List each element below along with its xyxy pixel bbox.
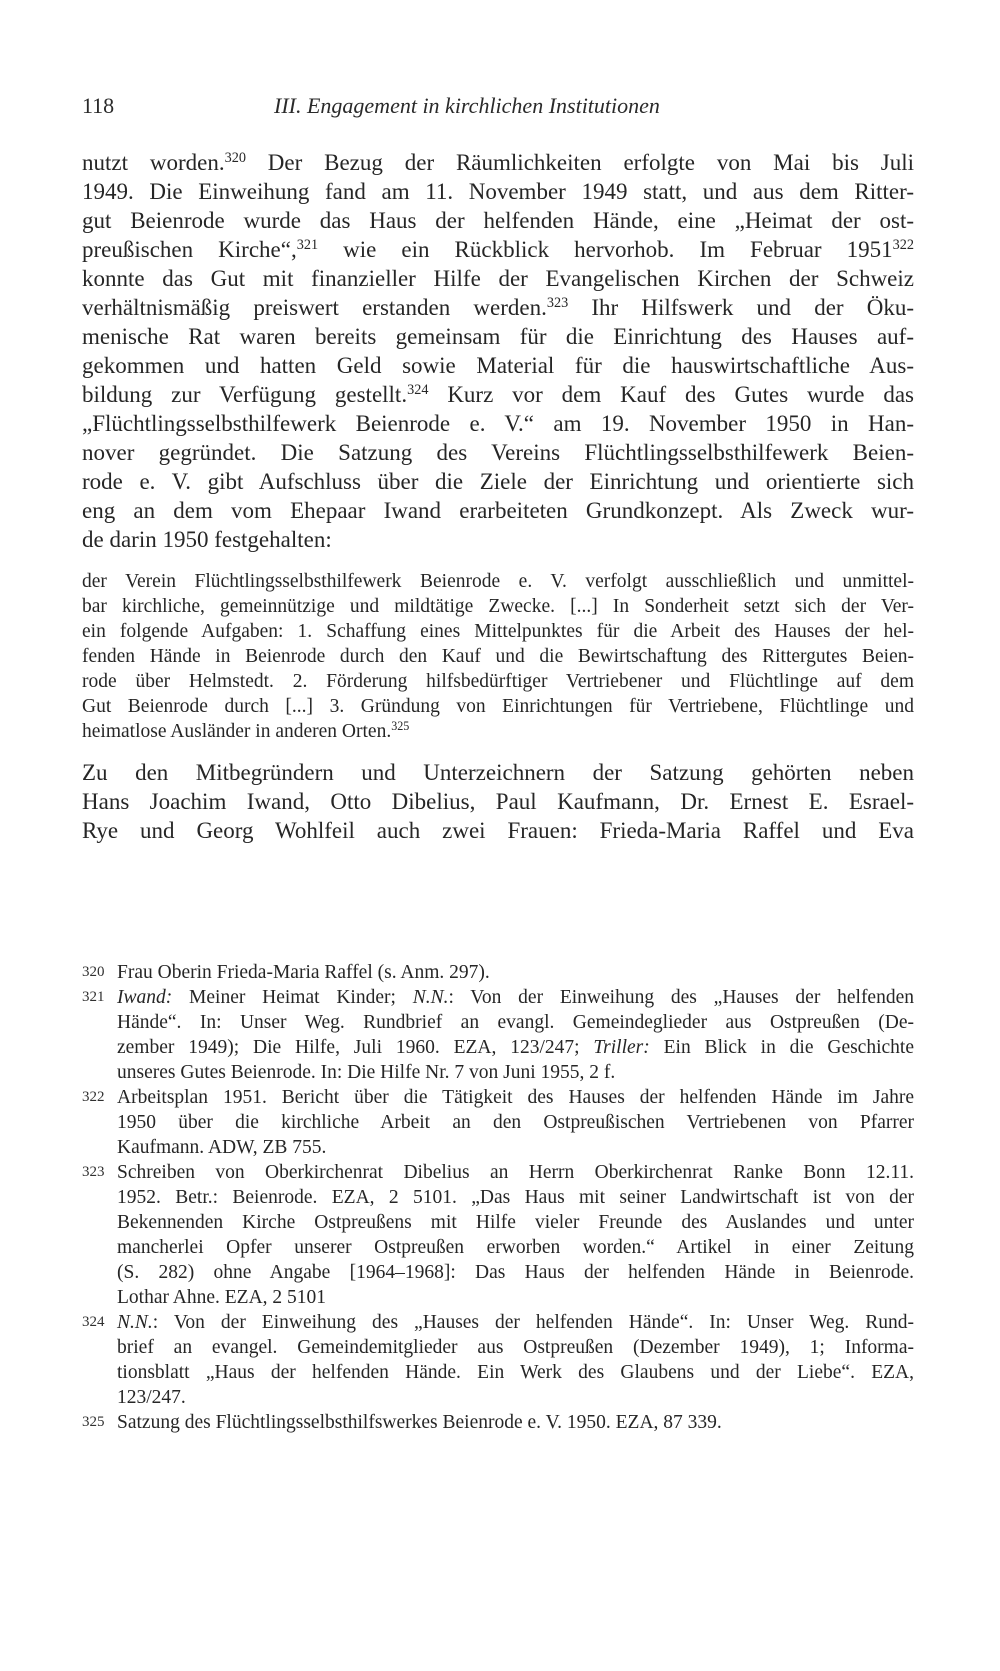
text-line: menische Rat waren bereits gemeinsam für die Einrichtung des Hauses auf-: [82, 324, 914, 349]
footnote-line: Schreiben von Oberkirchenrat Dibelius an Herrn Oberkirchenrat Ranke Bonn 12.11.: [117, 1162, 914, 1183]
footnote-line: Kaufmann. ADW, ZB 755.: [117, 1137, 327, 1158]
footnote-line: Satzung des Flüchtlingsselbsthilfswerkes Beienrode e. V. 1950. EZA, 87 339.: [117, 1412, 722, 1433]
footnote-line: brief an evangel. Gemeindemitglieder aus Ostpreußen (Dezember 1949), 1; Informa-: [117, 1337, 914, 1358]
text-line: konnte das Gut mit finanzieller Hilfe der Evangelischen Kirchen der Schweiz: [82, 266, 914, 291]
quote-line: fenden Hände in Beienrode durch den Kauf und die Bewirtschaftung des Rittergutes Beien-: [82, 646, 914, 667]
footnote-line: Lothar Ahne. EZA, 2 5101: [117, 1287, 327, 1308]
footnote-line: Bekennenden Kirche Ostpreußens mit Hilfe vieler Freunde des Auslandes und unter: [117, 1212, 914, 1233]
quote-line: rode über Helmstedt. 2. Förderung hilfsbedürftiger Vertriebener und Flüchtlinge auf dem: [82, 671, 914, 692]
text-line: Rye und Georg Wohlfeil auch zwei Frauen: Frieda-Maria Raffel und Eva: [82, 818, 914, 843]
footnote-line: unseres Gutes Beienrode. In: Die Hilfe Nr. 7 von Juni 1955, 2 f.: [117, 1062, 616, 1083]
text-line: Hans Joachim Iwand, Otto Dibelius, Paul Kaufmann, Dr. Ernest E. Esrael-: [82, 789, 914, 814]
footnote-line: Arbeitsplan 1951. Bericht über die Tätigkeit des Hauses der helfenden Hände im Jahre: [117, 1087, 914, 1108]
text-line: preußischen Kirche“,$^{321}$ wie ein Rückblick hervorhob. Im Februar 1951$^{322}$: [82, 237, 914, 262]
footnote-line: 1950 über die kirchliche Arbeit an den Ostpreußischen Vertriebenen von Pfarrer: [117, 1112, 914, 1133]
text-line: gut Beienrode wurde das Haus der helfenden Hände, eine „Heimat der ost-: [82, 208, 914, 233]
quote-line: heimatlose Ausländer in anderen Orten.$^{325}$: [82, 719, 410, 742]
footnote-number: 325: [82, 1414, 105, 1430]
footnote-number: 323: [82, 1164, 105, 1180]
footnote-number: 320: [82, 964, 105, 980]
text-line: bildung zur Verfügung gestellt.$^{324}$ Kurz vor dem Kauf des Gutes wurde das: [82, 382, 914, 407]
footnote-line: 123/247.: [117, 1387, 186, 1408]
footnote-line: N.N.: Von der Einweihung des „Hauses der helfenden Hände“. In: Unser Weg. Rund-: [117, 1312, 914, 1333]
footnote-line: (S. 282) ohne Angabe [1964–1968]: Das Haus der helfenden Hände in Beienrode.: [117, 1262, 914, 1283]
text-line: „Flüchtlingsselbsthilfewerk Beienrode e. V.“ am 19. November 1950 in Han-: [82, 411, 914, 436]
footnote-number: 324: [82, 1314, 105, 1330]
text-line: eng an dem vom Ehepaar Iwand erarbeiteten Grundkonzept. Als Zweck wur-: [82, 498, 914, 523]
footnote-line: Hände“. In: Unser Weg. Rundbrief an evangl. Gemeindeglieder aus Ostpreußen (De-: [117, 1012, 914, 1033]
book-page: [82, 0, 914, 1671]
footnote-line: Iwand: Meiner Heimat Kinder; N.N.: Von der Einweihung des „Hauses der helfenden: [117, 987, 914, 1008]
footnote-line: 1952. Betr.: Beienrode. EZA, 2 5101. „Das Haus mit seiner Landwirtschaft ist von der: [117, 1187, 914, 1208]
text-line: rode e. V. gibt Aufschluss über die Ziele der Einrichtung und orientierte sich: [82, 469, 914, 494]
footnote-line: mancherlei Opfer unserer Ostpreußen erworben worden.“ Artikel in einer Zeitung: [117, 1237, 914, 1258]
chapter-title: III. Engagement in kirchlichen Institutionen: [274, 93, 660, 118]
quote-line: Gut Beienrode durch [...] 3. Gründung von Einrichtungen für Vertriebene, Flüchtlinge und: [82, 696, 914, 717]
footnote-line: tionsblatt „Haus der helfenden Hände. Ein Werk des Glaubens und der Liebe“. EZA,: [117, 1362, 914, 1383]
text-line: 1949. Die Einweihung fand am 11. November 1949 statt, und aus dem Ritter-: [82, 179, 914, 204]
footnote-number: 321: [82, 989, 105, 1005]
quote-line: der Verein Flüchtlingsselbsthilfewerk Beienrode e. V. verfolgt ausschließlich und unmittel-: [82, 571, 914, 592]
footnote-number: 322: [82, 1089, 105, 1105]
quote-line: ein folgende Aufgaben: 1. Schaffung eines Mittelpunktes für die Arbeit des Hauses der hel-: [82, 621, 914, 642]
footnote-line: zember 1949); Die Hilfe, Juli 1960. EZA, 123/247; Triller: Ein Blick in die Geschichte: [117, 1037, 914, 1058]
footnote-line: Frau Oberin Frieda-Maria Raffel (s. Anm. 297).: [117, 962, 490, 983]
page-number: 118: [82, 93, 115, 118]
text-line: gekommen und hatten Geld sowie Material für die hauswirtschaftliche Aus-: [82, 353, 914, 378]
text-line: Zu den Mitbegründern und Unterzeichnern der Satzung gehörten neben: [82, 760, 914, 785]
text-line: de darin 1950 festgehalten:: [82, 527, 332, 552]
quote-line: bar kirchliche, gemeinnützige und mildtätige Zwecke. [...] In Sonderheit setzt sich der Ver-: [82, 596, 914, 617]
text-line: nutzt worden.$^{320}$ Der Bezug der Räumlichkeiten erfolgte von Mai bis Juli: [82, 150, 914, 175]
text-line: verhältnismäßig preiswert erstanden werden.$^{323}$ Ihr Hilfswerk und der Öku-: [82, 295, 915, 320]
text-line: nover gegründet. Die Satzung des Vereins Flüchtlingsselbsthilfewerk Beien-: [82, 440, 914, 465]
